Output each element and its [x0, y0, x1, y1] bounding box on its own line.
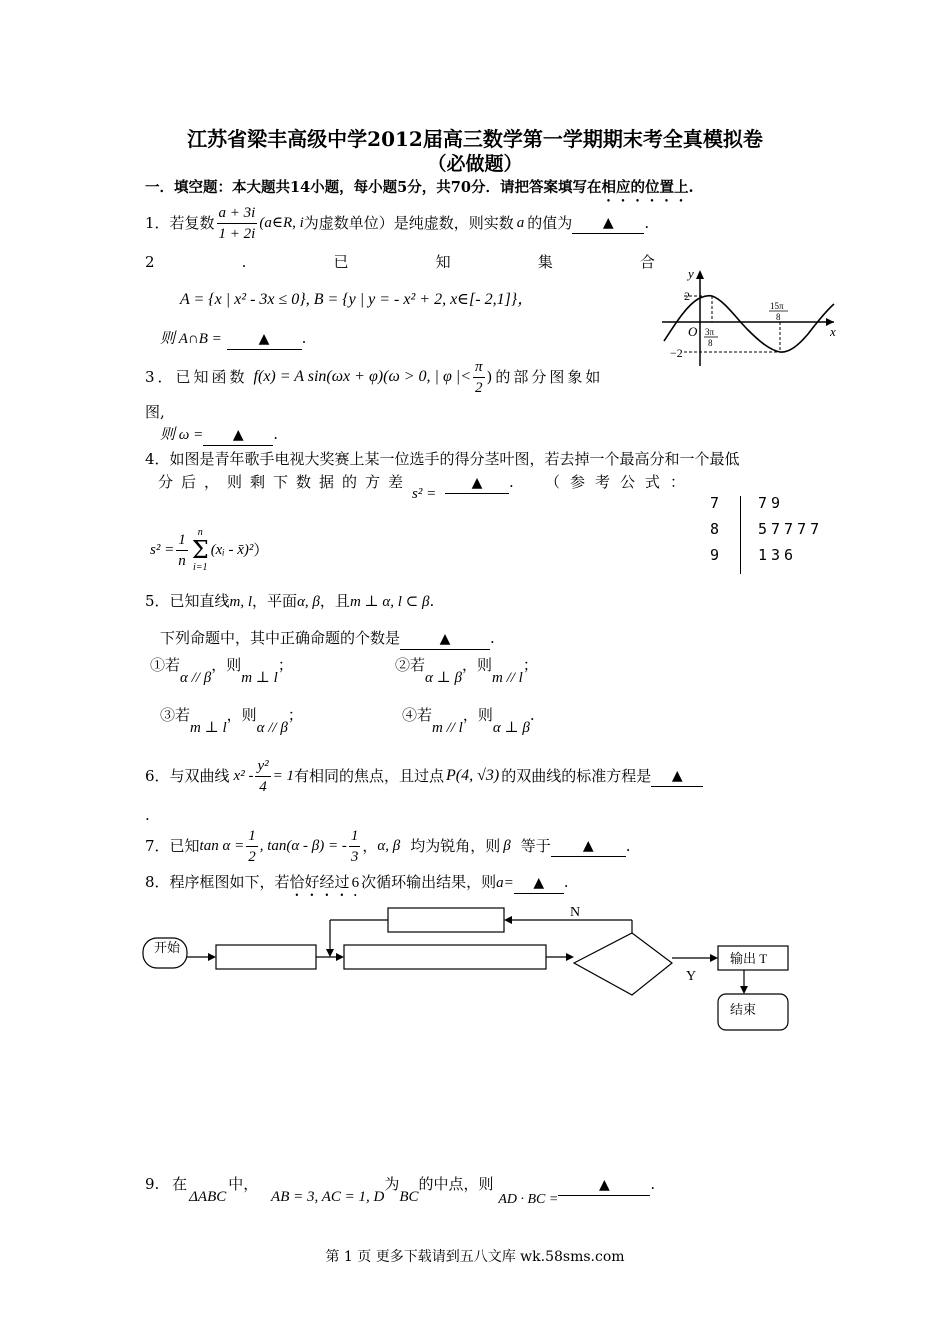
q5-option-4: ④若m // l，则α ⊥ β. — [402, 706, 535, 736]
origin-label: O — [688, 324, 698, 339]
stem-7: 7 — [710, 494, 724, 512]
section-emphasis: 相应的位置上 — [601, 179, 689, 196]
x2-num: 15π — [770, 301, 784, 311]
question-2-header: 2 . 已 知 集 合 — [145, 253, 655, 271]
variance-formula: s² = $\frac{1}{n}$ n Σ i=1 (xᵢ - x̄)² ） — [150, 527, 269, 573]
q1-fraction: $\frac{a + 3i}{1 + 2i}$ — [218, 204, 256, 242]
y-tick-minus2: −2 — [670, 346, 683, 360]
section-text: 本大题共14小题，每小题5分，共70分．请把答案填写在 — [232, 179, 602, 196]
x-label: x — [830, 324, 836, 339]
page-subtitle: （必做题） — [427, 153, 523, 175]
arrow-icon — [208, 953, 216, 961]
question-9: 9. 在ΔABC中， AB = 3, AC = 1, D为BC的中点，则 AD · BC =▲ . — [145, 1175, 656, 1207]
question-8: 8．程序框图如下，若恰好经过 6 次循环输出结果，则a= ▲ . — [145, 872, 568, 900]
arrow-icon — [336, 953, 344, 961]
question-4-line2: 分后，则剩下数据的方差 — [158, 473, 412, 491]
y-tick-2: 2 — [684, 289, 690, 303]
question-2-answer: 则 A∩B = ▲ . — [160, 328, 306, 350]
q5-option-3: ③若m ⊥ l，则α // β； — [160, 706, 303, 736]
answer-blank-7[interactable]: ▲ — [551, 836, 626, 857]
question-1: 1．若复数 $\frac{a + 3i}{1 + 2i}$ (a∈R, i 为虚数单位）是纯虚数，则实数 a 的值为 ▲ . — [145, 204, 650, 242]
arrow-icon — [710, 954, 718, 962]
start-label: 开始 — [154, 940, 181, 955]
leaves-8: 57777 — [758, 520, 824, 538]
x2-den: 8 — [776, 312, 781, 322]
answer-blank-3[interactable]: ▲ — [203, 425, 273, 446]
question-5: 5．已知直线m, l，平面α, β，且m ⊥ α, l ⊂ β. — [145, 592, 435, 610]
question-3: 3．已知函数 f(x) = A sin(ωx + φ)(ω > 0, | φ |< $\frac{\pi}{2}$ )的部分图象如 — [145, 358, 604, 396]
leaves-7: 79 — [758, 494, 785, 512]
page-title: 江苏省梁丰高级中学2012届高三数学第一学期期末考全真模拟卷 — [187, 127, 763, 151]
question-3-answer: 则 ω = ▲ . — [160, 424, 278, 446]
q5-option-2: ②若α ⊥ β，则m // l； — [395, 656, 538, 686]
arrow-icon — [740, 986, 748, 994]
x1-num: 3π — [705, 327, 715, 337]
y-axis-arrow-icon — [696, 270, 704, 279]
page-footer: 第 1 页 更多下载请到五八文库 wk.58sms.com — [325, 1249, 625, 1265]
leaves-9: 136 — [758, 546, 798, 564]
stem-8: 8 — [710, 520, 724, 538]
process-box — [344, 945, 546, 969]
end-label: 结束 — [730, 1002, 757, 1017]
answer-blank-2[interactable]: ▲ — [227, 329, 302, 350]
yes-label: Y — [686, 969, 697, 984]
decision-diamond — [574, 933, 672, 995]
output-label: 输出 T — [730, 951, 768, 966]
section-label: 一．填空题： — [145, 179, 232, 196]
answer-blank-9[interactable]: ▲ — [558, 1175, 650, 1196]
question-6: 6．与双曲线 x² - $\frac{\text{y²}}{4}$ = 1 有相同的焦点，且过点 P(4, √3) 的双曲线的标准方程是 ▲ — [145, 752, 703, 800]
question-7: 7．已知 tan α = $\frac{1}{2}$ , tan(α - β) = - $\frac{1}{3}$ ， α, β 均为锐角，则 β 等于 ▲ . — [145, 827, 631, 865]
x1-den: 8 — [708, 338, 713, 348]
flowchart — [140, 900, 800, 1040]
answer-blank-6[interactable]: ▲ — [651, 766, 703, 787]
arrow-icon — [566, 953, 574, 961]
answer-blank-8[interactable]: ▲ — [514, 873, 564, 894]
question-4-line1: 4．如图是青年歌手电视大奖赛上某一位选手的得分茎叶图，若去掉一个最高分和一个最低 — [145, 450, 740, 468]
section-header: 一．填空题：本大题共14小题，每小题5分，共70分．请把答案填写在相应的位置上. — [145, 179, 694, 196]
question-2-formula: A = {x | x² - 3x ≤ 0}, B = {y | y = - x² + 2, x∈[- 2,1]}， — [180, 291, 534, 308]
sum-symbol: n Σ i=1 — [191, 527, 209, 573]
arrow-icon — [326, 949, 334, 957]
answer-blank-5[interactable]: ▲ — [400, 629, 490, 650]
arrow-icon — [504, 916, 512, 924]
update-box — [388, 908, 504, 932]
answer-blank-4[interactable]: ▲ — [445, 473, 509, 494]
init-box — [216, 945, 316, 969]
answer-blank-1[interactable]: ▲ — [572, 213, 644, 234]
q5-option-1: ①若α // β，则m ⊥ l； — [150, 656, 293, 686]
no-label: N — [570, 905, 581, 920]
sine-graph — [658, 266, 840, 370]
stem-9: 9 — [710, 546, 724, 564]
y-label: y — [688, 266, 694, 281]
